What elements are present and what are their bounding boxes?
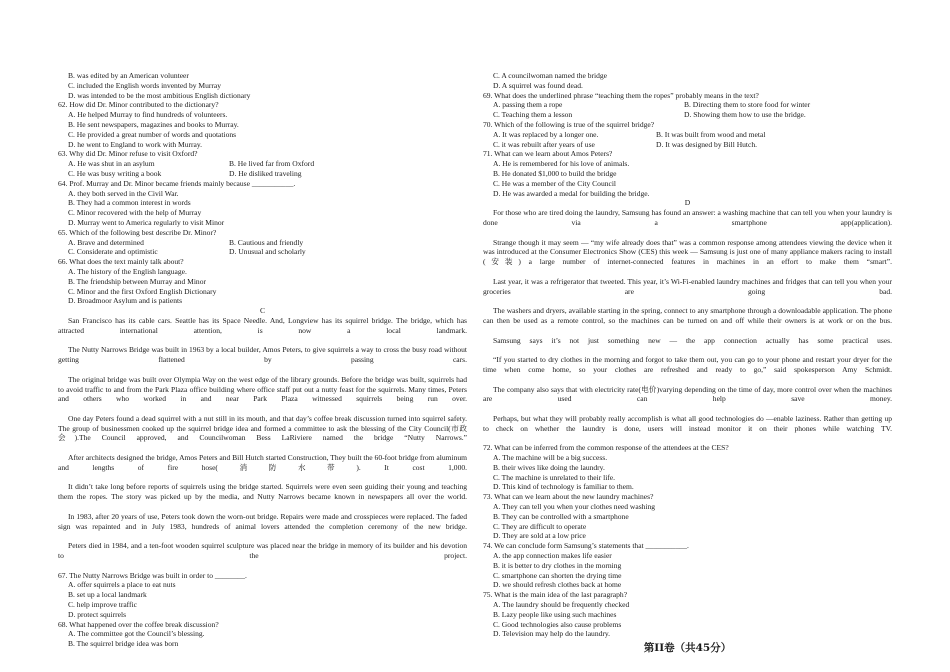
passage-paragraph: The Nutty Narrows Bridge was built in 1963 by a local builder, Amos Peters, to give squirrels a way to cross the busy road without getting flattened by passing cars. [58, 345, 467, 365]
question-69: 69. What does the underlined phrase “teaching them the ropes” probably means in the text? [483, 90, 759, 100]
option-text: A. It was replaced by a longer one. [493, 129, 599, 139]
section-heading-c: C [259, 306, 266, 316]
option-text: D. Television may help do the laundry. [493, 629, 611, 639]
passage-paragraph: “If you started to dry clothes in the morning and forgot to take them out, you can go to your phone and restart your dryer for the time when come home, so your clothes are refreshed and ready to go,” said spokesperson Amy Schmidt. [483, 355, 892, 374]
option-text: D. Murray went to America regularly to visit Minor [68, 217, 225, 227]
option-text: B. it is better to dry clothes in the morning [493, 560, 622, 570]
option-pair [483, 110, 892, 120]
option-text: D. was intended to be the most ambitious English dictionary [68, 90, 251, 100]
passage-paragraph: Perhaps, but what they will probably really accomplish is what all good technologies do —enable laziness. Rather than getting up to check on whether the laundry is done, users will instead monitor it on their phones while watching TV. [483, 413, 892, 433]
option-text: C. Considerate and optimistic [68, 247, 158, 257]
question-71: 71. What can we learn about Amos Peters? [483, 149, 613, 159]
option-text: D. It was designed by Bill Hutch. [656, 139, 758, 149]
passage-paragraph: The original bridge was built over Olympia Way on the west edge of the library grounds. Before the bridge was built, squirrels had to avoid traffic to and from the Park Plaza office building where office staff put out a nutty feast for the squirrels. Many times, Peters and others who worked in and near Park Plaza witnessed squirrels being run over. [58, 374, 467, 404]
question-63: 63. Why did Dr. Minor refuse to visit Oxford? [58, 149, 198, 159]
question-72: 72. What can be inferred from the common response of the attendees at the CES? [483, 443, 729, 453]
option-text: A. He is remembered for his love of animals. [493, 159, 630, 169]
option-text: C. Good technologies also cause problems [493, 619, 622, 629]
passage-paragraph: Strange though it may seem — “my wife already does that” was a common response among attendees viewing the device when it was introduced at the Consumer Electronics Show (CES) this week — Samsung is just one of many appliance makers racing to install (安装) a large number of internet-connected features in machines in an effort to make them “smart”. [483, 237, 892, 267]
option-pair [483, 130, 892, 140]
part-two-heading: 第II卷（共45分） [643, 642, 732, 655]
option-text: C. Minor and the first Oxford English Dictionary [68, 286, 217, 296]
option-text: D. he went to England to work with Murray. [68, 139, 203, 149]
left-column [58, 71, 467, 649]
right-column [483, 71, 892, 655]
question-68: 68. What happened over the coffee break discussion? [58, 619, 219, 629]
option-text: C. it was rebuilt after years of use [493, 139, 595, 149]
question-66: 66. What does the text mainly talk about? [58, 257, 184, 267]
passage-paragraph: For those who are tired doing the laundry, Samsung has found an answer: a washing machine that can tell you when your laundry is done via a smartphone app(application). [483, 208, 892, 227]
option-text: B. Cautious and friendly [229, 237, 304, 247]
option-text: B. He sent newspapers, magazines and books to Murray. [68, 119, 239, 129]
question-62: 62. How did Dr. Minor contributed to the dictionary? [58, 100, 219, 110]
passage-paragraph: One day Peters found a dead squirrel with a nut still in its mouth, and that day’s coffee break discussion turned into squirrel safety. The group of businessmen cooked up the squirrel bridge idea and formed a committee to ask the blessing of the City Council(市政会).The Council approved, and Councilwoman Bess LaRiviere named the bridge “Nutty Narrows.” [58, 413, 467, 443]
passage-paragraph: After architects designed the bridge, Amos Peters and Bill Hutch started Construction, They built the 60-foot bridge from aluminum and lengths of fire hose(消防水带). It cost 1,000. [58, 453, 467, 472]
question-64: 64. Prof. Murray and Dr. Minor became friends mainly because ___________. [58, 178, 296, 188]
option-text: C. He provided a great number of words and quotations [68, 129, 237, 139]
option-text: A. offer squirrels a place to eat nuts [68, 580, 176, 590]
option-text: B. The friendship between Murray and Minor [68, 276, 206, 286]
option-text: C. included the English words invented by Murray [68, 80, 222, 90]
option-text: A. The history of the English language. [68, 266, 187, 276]
question-67: 67. The Nutty Narrows Bridge was built in order to ________. [58, 570, 247, 580]
option-text: C. help improve traffic [68, 600, 138, 610]
question-70: 70. Which of the following is true of the squirrel bridge? [483, 119, 655, 129]
option-text: A. passing them a rope [493, 100, 563, 110]
option-text: B. They can be controlled with a smartphone [493, 511, 629, 521]
option-text: D. He disliked traveling [229, 168, 302, 178]
option-text: D. protect squirrels [68, 609, 127, 619]
option-text: D. They are sold at a low price [493, 531, 586, 541]
option-text: A. they both served in the Civil War. [68, 188, 179, 198]
option-text: C. The machine is unrelated to their life. [493, 472, 616, 482]
option-text: C. A councilwoman named the bridge [493, 71, 608, 80]
option-text: A. Brave and determined [68, 237, 144, 247]
option-text: B. The squirrel bridge idea was born [68, 639, 179, 649]
option-text: A. He helped Murray to find hundreds of volunteers. [68, 110, 228, 120]
option-text: C. smartphone can shorten the drying time [493, 570, 622, 580]
option-text: D. Unusual and scholarly [229, 247, 306, 257]
option-text: B. It was built from wood and metal [656, 129, 766, 139]
option-text: D. A squirrel was found dead. [493, 80, 583, 90]
question-73: 73. What can we learn about the new laundry machines? [483, 492, 654, 502]
option-text: A. the app connection makes life easier [493, 551, 612, 561]
option-pair [483, 140, 892, 150]
passage-paragraph: It didn’t take long before reports of squirrels using the bridge started. Squirrels were even seen guiding their young and teaching them the ropes. The story was picked up by the media, and Nutty Narrows became known in newspapers all over the world. [58, 482, 467, 502]
option-text: A. They can tell you when your clothes need washing [493, 502, 656, 512]
option-pair [58, 238, 467, 248]
question-65: 65. Which of the following best describe Dr. Minor? [58, 227, 217, 237]
option-pair [483, 100, 892, 110]
option-text: A. He was shut in an asylum [68, 159, 155, 169]
option-text: C. Minor recovered with the help of Murray [68, 208, 202, 218]
option-pair [58, 159, 467, 169]
option-text: B. He donated $1,000 to build the bridge [493, 168, 617, 178]
option-text: A. The laundry should be frequently checked [493, 600, 630, 610]
option-text: B. He lived far from Oxford [229, 159, 315, 169]
passage-paragraph: The company also says that with electricity rate(电价)varying depending on the time of day, more control over when the machines are used can help save money. [483, 384, 892, 404]
passage-paragraph: Last year, it was a refrigerator that tweeted. This year, it’s Wi-Fi-enabled laundry machines and fridges that can tell you when your groceries are going bad. [483, 276, 892, 296]
option-text: D. This kind of technology is familiar to them. [493, 482, 634, 492]
option-text: A. The committee got the Council’s blessing. [68, 629, 205, 639]
option-text: D. Showing them how to use the bridge. [684, 110, 806, 120]
question-74: 74. We can conclude form Samsung’s statements that ___________. [483, 541, 689, 551]
option-text: D. Broadmoor Asylum and is patients [68, 296, 183, 306]
option-text: D. He was awarded a medal for building the bridge. [493, 188, 650, 198]
option-text: C. They are difficult to operate [493, 521, 587, 531]
option-text: B. They had a common interest in words [68, 198, 191, 208]
option-text: B. was edited by an American volunteer [68, 71, 189, 80]
option-text: C. Teaching them a lesson [493, 110, 573, 120]
option-text: B. Directing them to store food for winter [684, 100, 811, 110]
option-pair [58, 169, 467, 179]
passage-paragraph: In 1983, after 20 years of use, Peters took down the worn-out bridge. Repairs were made and crosspieces were replaced. The faded sign was repainted and in July 1983, hundreds of animal lovers attended the completion ceremony of the new bridge. [58, 511, 467, 531]
passage-paragraph: Peters died in 1984, and a ten-foot wooden squirrel sculpture was placed near the bridge in memory of its builder and his devotion to the project. [58, 541, 467, 561]
option-text: D. we should refresh clothes back at home [493, 580, 622, 590]
passage-paragraph: San Francisco has its cable cars. Seattle has its Space Needle. And, Longview has its squirrel bridge. The bridge, which has attracted international attention, is now a local landmark. [58, 315, 467, 335]
option-text: C. He was busy writing a book [68, 168, 162, 178]
option-pair [58, 247, 467, 257]
passage-paragraph: Samsung says it’s not just something new — the app connection actually has some practical uses. [493, 335, 892, 345]
option-text: C. He was a member of the City Council [493, 178, 617, 188]
section-heading-d: D [684, 198, 691, 208]
question-75: 75. What is the main idea of the last paragraph? [483, 590, 628, 600]
option-text: A. The machine will be a big success. [493, 453, 608, 463]
option-text: B. their wives like doing the laundry. [493, 462, 605, 472]
passage-paragraph: The washers and dryers, available starting in the spring, connect to any smartphone through a downloadable application. The phone can then be used as a remote control, so the machines can be turned on and off while their owners is at work or on the bus. [483, 306, 892, 325]
option-text: B. set up a local landmark [68, 590, 147, 600]
option-text: B. Lazy people like using such machines [493, 609, 617, 619]
